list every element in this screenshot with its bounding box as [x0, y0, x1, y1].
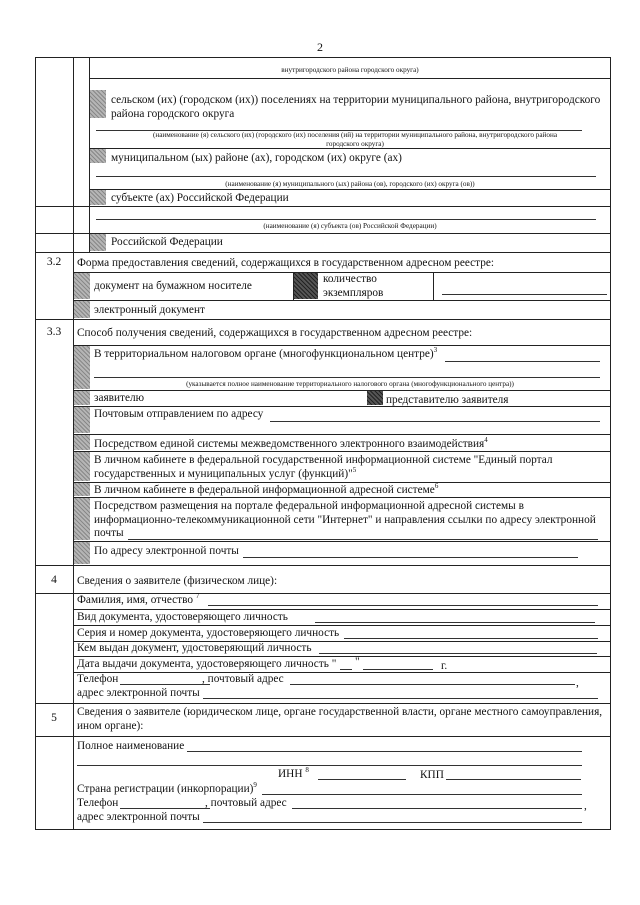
representative-label: представителю заявителя [386, 394, 509, 406]
checkbox-settlements[interactable] [90, 90, 106, 118]
copies-input-line[interactable] [442, 294, 607, 295]
checkbox-tax-office[interactable] [74, 346, 90, 389]
section-4-title: Сведения о заявителе (физическом лице): [77, 575, 278, 587]
org-email-label: адрес электронной почты [77, 811, 200, 823]
paper-document-label: документ на бумажном носителе [94, 280, 252, 292]
country-text: Страна регистрации (инкорпорации) [77, 783, 254, 795]
subject-note: (наименование (я) субъекта (ов) Российской Федерации) [263, 222, 437, 230]
row-divider [73, 482, 611, 483]
settlements-label: сельском (их) (городском (их)) поселениях на территории муниципального района, внутригородского района городского округа [111, 94, 601, 120]
row-divider [73, 625, 611, 626]
page-number: 2 [317, 40, 323, 54]
issued-by-label: Кем выдан документ, удостоверяющий личность [77, 642, 312, 654]
row-divider [35, 252, 611, 253]
footnote-ref: 4 [484, 436, 488, 445]
section-3-3-number: 3.3 [46, 326, 62, 338]
checkbox-applicant[interactable] [74, 391, 90, 405]
epgu-label [94, 454, 604, 481]
row-divider [73, 300, 611, 301]
org-postal-input-line[interactable] [292, 808, 582, 809]
note-intracity-district: внутригородского района городского округа) [281, 66, 419, 74]
country-input-line[interactable] [262, 794, 582, 795]
row-divider [73, 434, 611, 435]
section-5-title: Сведения о заявителе (юридическом лице, органе государственной власти, органе местного самоуправления, ином органе): [77, 706, 603, 732]
postal-label: , почтовый адрес [202, 673, 284, 685]
row-divider [73, 406, 611, 407]
footnote-ref: 7 [195, 592, 200, 601]
fias-label [94, 484, 438, 497]
checkbox-representative[interactable] [367, 391, 383, 405]
inn-label [278, 768, 309, 781]
electronic-document-label: электронный документ [94, 304, 205, 316]
row-divider [89, 189, 611, 190]
row-divider [73, 541, 611, 542]
section-3-2-number: 3.2 [46, 256, 62, 268]
row-divider [89, 78, 611, 79]
issue-date-label: Дата выдачи документа, удостоверяющего личность " [77, 658, 337, 670]
email-input-line[interactable] [243, 557, 578, 558]
row-divider [73, 451, 611, 452]
tax-office-input-line-2[interactable] [94, 377, 600, 378]
section-5-number: 5 [51, 712, 57, 724]
smev-label [94, 438, 488, 451]
tax-office-input-line[interactable] [445, 361, 600, 362]
kpp-input-line[interactable] [446, 779, 581, 780]
smev-text: Посредством единой системы межведомственного электронного взаимодействия [94, 438, 485, 450]
municipal-label: муниципальном (ых) районе (ах), городском (их) округе (ах) [111, 152, 402, 164]
footnote-ref: 9 [253, 781, 257, 790]
phone-input-line[interactable] [120, 684, 210, 685]
postal-comma: , [576, 677, 579, 689]
inn-text: ИНН [278, 768, 303, 780]
postal-input-line[interactable] [290, 684, 575, 685]
fio-input-line[interactable] [208, 605, 598, 606]
doc-series-label: Серия и номер документа, удостоверяющего личность [77, 627, 340, 639]
russian-federation-label: Российской Федерации [111, 236, 223, 248]
checkbox-epgu[interactable] [74, 452, 90, 481]
doc-series-input-line[interactable] [344, 638, 598, 639]
fio-label [77, 594, 199, 607]
full-name-input-line[interactable] [187, 751, 582, 752]
checkbox-paper-document[interactable] [74, 273, 90, 299]
checkbox-email[interactable] [74, 542, 90, 564]
row-divider [73, 656, 611, 657]
country-label [77, 783, 257, 796]
org-email-input-line[interactable] [203, 822, 582, 823]
full-name-label: Полное наименование [77, 740, 185, 752]
tax-office-text: В территориальном налоговом органе (многофункциональном центре) [94, 348, 434, 360]
org-postal-comma: , [584, 800, 587, 812]
inn-input-line[interactable] [318, 779, 406, 780]
full-name-input-line-2[interactable] [77, 765, 582, 766]
footnote-ref: 5 [352, 465, 357, 474]
row-divider [73, 672, 611, 673]
row-divider [35, 319, 611, 320]
checkbox-smev[interactable] [74, 435, 90, 450]
checkbox-municipal[interactable] [90, 149, 106, 163]
row-divider [73, 609, 611, 610]
mail-label: Почтовым отправлением по адресу [94, 408, 264, 420]
person-email-input-line[interactable] [203, 698, 598, 699]
checkbox-mail[interactable] [74, 407, 90, 433]
checkbox-russian-federation[interactable] [90, 234, 106, 251]
portal-label: Посредством размещения на портале федеральной информационной адресной системы в информационно-телекоммуникационной сети "Интернет" и направления ссылки по адресу электронной почты [94, 500, 596, 539]
issue-day-input[interactable] [340, 669, 352, 670]
row-divider [73, 390, 611, 391]
org-postal-label: , почтовый адрес [205, 797, 287, 809]
tax-office-label [94, 348, 437, 361]
footnote-ref: 3 [433, 346, 438, 355]
checkbox-portal[interactable] [74, 498, 90, 540]
municipal-note: (наименование (я) муниципального (ых) района (ов), городского (их) округа (ов)) [225, 180, 475, 188]
row-divider [73, 345, 611, 346]
section-4-number: 4 [51, 574, 57, 586]
checkbox-electronic-document[interactable] [74, 301, 90, 318]
epgu-text: В личном кабинете в федеральной государственной информационной системе "Единый портал государственных и муниципальных услуг (функций)" [94, 454, 553, 480]
section-3-3-title: Способ получения сведений, содержащихся в государственном адресном реестре: [77, 327, 473, 339]
fio-text: Фамилия, имя, отчество [77, 594, 193, 606]
tax-office-note: (указывается полное наименование территориального налогового органа (многофункционального центра)) [186, 380, 514, 388]
footnote-ref: 6 [434, 482, 439, 491]
email-label: По адресу электронной почты [94, 545, 239, 557]
subject-label: субъекте (ах) Российской Федерации [111, 192, 289, 204]
checkbox-fias[interactable] [74, 483, 90, 496]
row-divider [35, 703, 611, 704]
copies-label: количество экземпляров [323, 273, 384, 299]
doc-type-input-line[interactable] [315, 622, 595, 623]
issue-year-suffix: г. [441, 660, 448, 672]
row-divider [89, 148, 611, 149]
mail-input-line[interactable] [270, 421, 600, 422]
applicant-label: заявителю [94, 392, 145, 404]
col-divider [433, 272, 434, 300]
issued-by-input-line[interactable] [319, 653, 597, 654]
row-divider [35, 565, 611, 566]
row-divider [35, 233, 611, 234]
subject-input-line[interactable] [96, 219, 596, 220]
section-3-2-title: Форма предоставления сведений, содержащихся в государственном адресном реестре: [77, 257, 495, 269]
doc-type-label: Вид документа, удостоверяющего личность [77, 611, 288, 623]
row-divider [35, 206, 611, 207]
org-phone-input-line[interactable] [120, 808, 210, 809]
issue-month-input[interactable] [363, 669, 433, 670]
checkbox-copies[interactable] [294, 273, 318, 299]
portal-email-input-line[interactable] [128, 539, 598, 540]
issue-date-quote: " [355, 656, 360, 668]
footnote-ref: 8 [305, 766, 309, 775]
org-phone-label: Телефон [77, 797, 119, 809]
row-divider [35, 736, 611, 737]
municipal-input-line[interactable] [96, 176, 596, 177]
row-divider [73, 497, 611, 498]
fias-text: В личном кабинете в федеральной информационной адресной системе [94, 484, 435, 496]
phone-label: Телефон [77, 673, 119, 685]
checkbox-subject[interactable] [90, 190, 106, 205]
settlements-note: (наименование (я) сельского (их) (городского (их) поселения (ий) на территории муниципального района, внутригородского района городского округа) [152, 131, 558, 148]
kpp-label: КПП [420, 769, 444, 781]
person-email-label: адрес электронной почты [77, 687, 200, 699]
